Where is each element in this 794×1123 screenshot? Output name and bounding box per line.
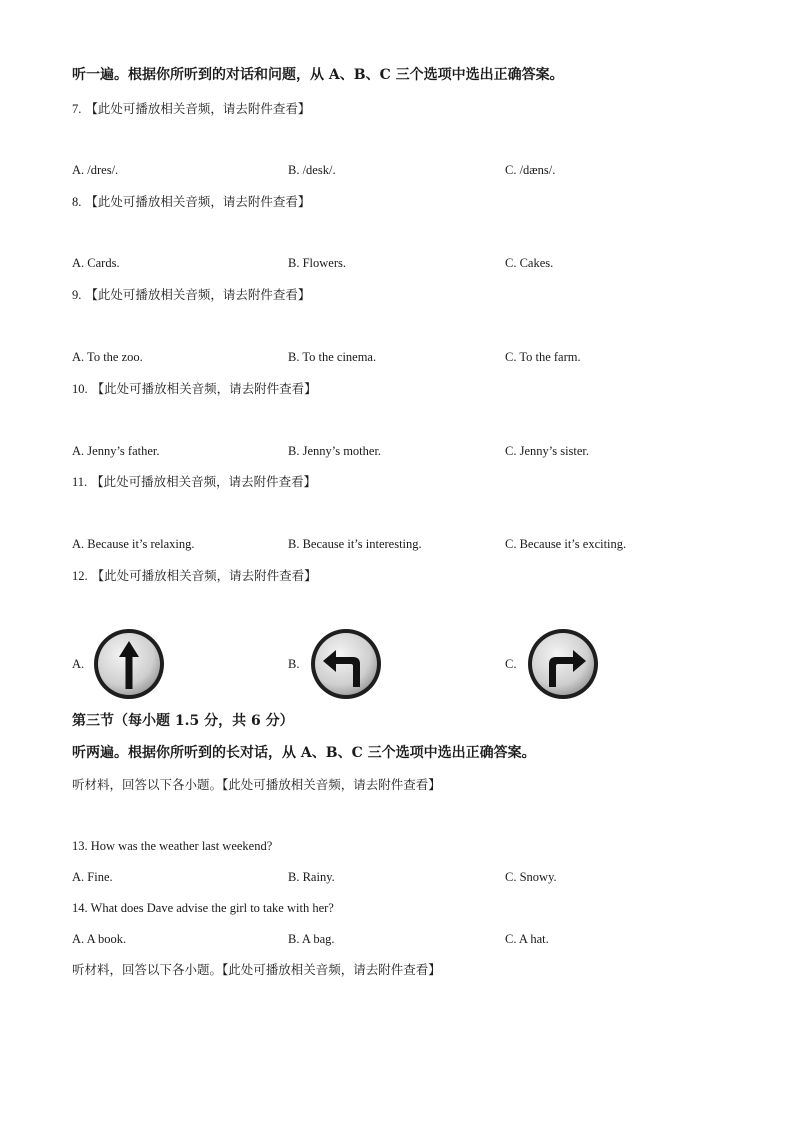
question-number: 8. bbox=[72, 195, 82, 209]
question-7 bbox=[72, 100, 310, 118]
section2-instruction: 听一遍。根据你所听到的对话和问题，从 A、B、C 三个选项中选出正确答案。 bbox=[72, 67, 564, 83]
q9-option-b: B. To the cinema. bbox=[288, 350, 377, 364]
arrow-turn-right-icon bbox=[526, 627, 600, 701]
question-number: 12. bbox=[72, 569, 88, 583]
material-prompt[interactable]: 听材料，回答以下各小题。【此处可播放相关音频，请去附件查看】 bbox=[72, 777, 441, 792]
q9-option-c: C. To the farm. bbox=[505, 350, 581, 364]
audio-placeholder[interactable]: 【此处可播放相关音频，请去附件查看】 bbox=[91, 381, 317, 396]
section3-instruction: 听两遍。根据你所听到的长对话，从 A、B、C 三个选项中选出正确答案。 bbox=[72, 745, 536, 761]
q10-option-b: B. Jenny’s mother. bbox=[288, 444, 382, 458]
audio-placeholder[interactable]: 【此处可播放相关音频，请去附件查看】 bbox=[85, 194, 311, 209]
question-number: 9. bbox=[72, 288, 82, 302]
q10-option-a: A. Jenny’s father. bbox=[72, 444, 160, 458]
question-number: 7. bbox=[72, 102, 82, 116]
material-prompt-2[interactable]: 听材料，回答以下各小题。【此处可播放相关音频，请去附件查看】 bbox=[72, 962, 441, 977]
q12-option-b: B. bbox=[288, 657, 300, 671]
arrow-straight-up-icon bbox=[92, 627, 166, 701]
section3-title: 第三节（每小题 1.5 分，共 6 分） bbox=[72, 713, 294, 729]
q7-option-a: A. /dres/. bbox=[72, 163, 119, 177]
audio-placeholder[interactable]: 【此处可播放相关音频，请去附件查看】 bbox=[91, 474, 317, 489]
question-14: 14. What does Dave advise the girl to take with her? bbox=[72, 901, 334, 915]
q8-option-a: A. Cards. bbox=[72, 256, 120, 270]
q13-option-a: A. Fine. bbox=[72, 870, 113, 884]
q11-option-b: B. Because it’s interesting. bbox=[288, 537, 422, 551]
q9-option-a: A. To the zoo. bbox=[72, 350, 143, 364]
question-8 bbox=[72, 193, 310, 211]
q12-option-c: C. bbox=[505, 657, 517, 671]
q11-option-c: C. Because it’s exciting. bbox=[505, 537, 627, 551]
q7-option-b: B. /desk/. bbox=[288, 163, 336, 177]
q8-option-b: B. Flowers. bbox=[288, 256, 346, 270]
q7-option-c: C. /dæns/. bbox=[505, 163, 556, 177]
question-11 bbox=[72, 473, 316, 491]
q10-option-c: C. Jenny’s sister. bbox=[505, 444, 590, 458]
q14-option-a: A. A book. bbox=[72, 932, 127, 946]
q13-option-c: C. Snowy. bbox=[505, 870, 557, 884]
q14-option-b: B. A bag. bbox=[288, 932, 335, 946]
q8-option-c: C. Cakes. bbox=[505, 256, 554, 270]
question-13: 13. How was the weather last weekend? bbox=[72, 839, 273, 853]
arrow-turn-left-icon bbox=[309, 627, 383, 701]
audio-placeholder[interactable]: 【此处可播放相关音频，请去附件查看】 bbox=[85, 101, 311, 116]
question-number: 10. bbox=[72, 382, 88, 396]
question-number: 11. bbox=[72, 475, 88, 489]
question-9 bbox=[72, 286, 310, 304]
question-12 bbox=[72, 567, 317, 585]
q13-option-b: B. Rainy. bbox=[288, 870, 335, 884]
q14-option-c: C. A hat. bbox=[505, 932, 549, 946]
q11-option-a: A. Because it’s relaxing. bbox=[72, 537, 195, 551]
audio-placeholder[interactable]: 【此处可播放相关音频，请去附件查看】 bbox=[85, 287, 311, 302]
question-10 bbox=[72, 380, 317, 398]
audio-placeholder[interactable]: 【此处可播放相关音频，请去附件查看】 bbox=[91, 568, 317, 583]
q12-option-a: A. bbox=[72, 657, 85, 671]
